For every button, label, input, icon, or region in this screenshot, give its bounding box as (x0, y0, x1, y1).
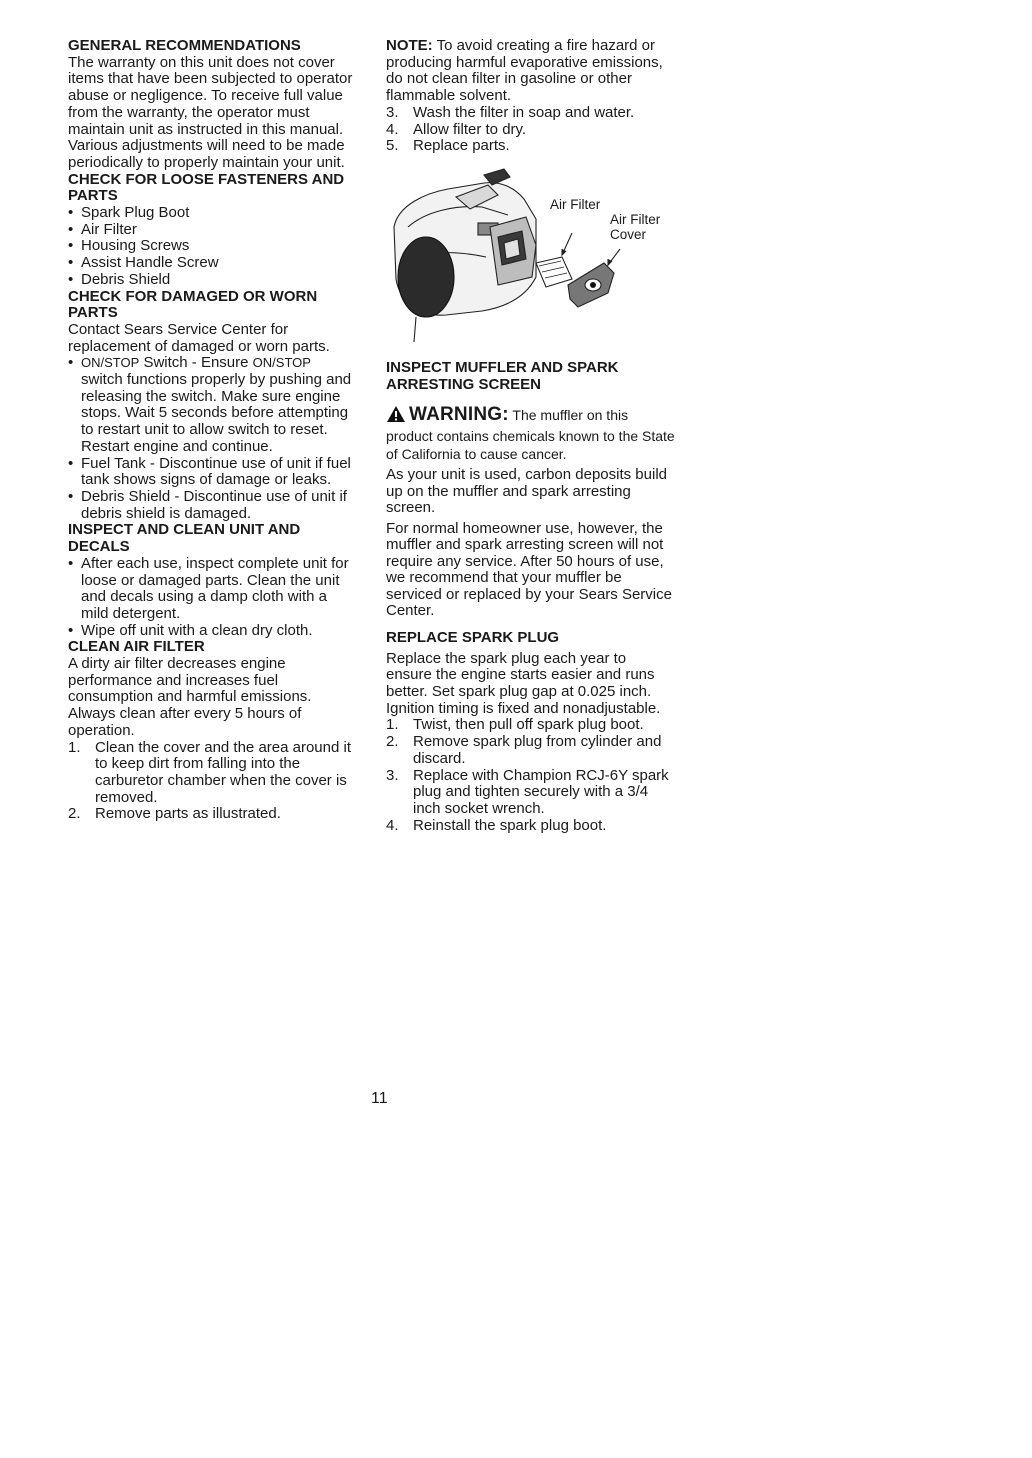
step-item (386, 122, 676, 139)
list-item: • After each use, inspect complete unit for loose or damaged parts. Clean the unit and decals using a damp cloth with a mild detergent. (68, 556, 353, 623)
step-text: Allow filter to dry. (413, 120, 527, 138)
page-number: 11 (371, 1090, 388, 1107)
air-filter-cover-label-line2: Cover (610, 226, 647, 242)
engine-drawing (386, 167, 676, 342)
list-item: • Debris Shield (68, 272, 353, 289)
list-item: • Spark Plug Boot (68, 205, 353, 222)
step-number: 4. (386, 120, 399, 138)
list-item: • Air Filter (68, 222, 353, 239)
general-recommendations-body: The warranty on this unit does not cover items that have been subjected to operator abuse or negligence. To receive full value from the warranty, the operator must maintain unit as instructed in this manual. Various adjustments will need to be made periodically to properly maintain your unit. (68, 53, 353, 171)
step-item (386, 818, 676, 835)
muffler-paragraph-1: As your unit is used, carbon deposits build up on the muffler and spark arresting screen. (386, 466, 667, 517)
note-label: NOTE: (386, 37, 433, 54)
air-filter-cover-label-line1: Air Filter (610, 211, 661, 227)
step-text: Twist, then pull off spark plug boot. (413, 716, 644, 734)
step-item (386, 105, 676, 122)
warning-paragraph (386, 405, 676, 463)
list-item: • Housing Screws (68, 238, 353, 255)
general-recommendations-heading: GENERAL RECOMMENDATIONS (68, 37, 301, 54)
step-number: 1. (386, 716, 399, 734)
spark-plug-steps (386, 717, 676, 834)
inspect-muffler-heading: INSPECT MUFFLER AND SPARK ARRESTING SCREEN (386, 358, 619, 393)
inspect-clean-heading: INSPECT AND CLEAN UNIT AND DECALS (68, 521, 301, 556)
air-filter-steps (68, 740, 353, 824)
step-item (68, 740, 353, 807)
clean-air-filter-heading: CLEAN AIR FILTER (68, 638, 205, 656)
list-item: • Wipe off unit with a clean dry cloth. (68, 623, 353, 640)
switch-rest: switch functions properly by pushing and releasing the switch. Make sure engine stops. Wait 5 seconds before attempting to restart unit to allow switch to reset. Restart engine and continue. (81, 371, 352, 455)
air-filter-illustration (386, 167, 676, 342)
note-text: To avoid creating a fire hazard or producing harmful evaporative emissions, do not clean filter in gasoline or other flammable solvent. (386, 37, 663, 105)
list-item-fuel: • Fuel Tank - Discontinue use of unit if fuel tank shows signs of damage or leaks. (68, 456, 353, 489)
step-text: Reinstall the spark plug boot. (413, 816, 607, 834)
list-item-switch (68, 355, 353, 455)
muffler-paragraph-2: For normal homeowner use, however, the muffler and spark arresting screen will not require any service. After 50 hours of use, we recommend that your muffler be serviced or replaced by your Sears Service Center. (386, 519, 672, 620)
step-number: 4. (386, 816, 399, 834)
replace-spark-plug-heading: REPLACE SPARK PLUG (386, 628, 560, 646)
step-item (386, 717, 676, 734)
step-text: Replace parts. (413, 137, 510, 155)
warning-text: The muffler on this product contains chemicals known to the State of California to cause cancer. (386, 407, 675, 462)
step-number: 1. (68, 738, 81, 756)
list-item-debris: • Debris Shield - Discontinue use of unit if debris shield is damaged. (68, 489, 353, 522)
list-item: • Assist Handle Screw (68, 255, 353, 272)
check-damaged-heading: CHECK FOR DAMAGED OR WORN PARTS (68, 287, 318, 322)
step-number: 2. (68, 805, 81, 823)
filter-steps-continued (386, 105, 676, 155)
switch-label: ON/STOP (252, 355, 311, 371)
step-text: Wash the filter in soap and water. (413, 103, 635, 121)
step-number: 5. (386, 137, 399, 155)
step-item (386, 768, 676, 818)
right-column (386, 38, 676, 834)
step-text: Replace with Champion RCJ-6Y spark plug and tighten securely with a 3/4 inch socket wrench. (413, 766, 669, 817)
replace-spark-plug-body: Replace the spark plug each year to ensure the engine starts easier and runs better. Set spark plug gap at 0.025 inch. Ignition timing is fixed and nonadjustable. (386, 649, 661, 717)
left-column (68, 38, 353, 823)
inspect-clean-list (68, 556, 353, 640)
step-number: 3. (386, 103, 399, 121)
loose-parts-list (68, 205, 353, 289)
step-item (68, 806, 353, 823)
warning-label: WARNING: (409, 404, 509, 426)
clean-air-filter-body: A dirty air filter decreases engine performance and increases fuel consumption and harmful emissions. Always clean after every 5 hours of operation. (68, 655, 312, 739)
step-number: 2. (386, 733, 399, 751)
air-filter-label: Air Filter (550, 196, 601, 212)
note-paragraph (386, 38, 676, 105)
step-text: Remove parts as illustrated. (95, 805, 281, 823)
step-item (386, 734, 676, 767)
step-text: Clean the cover and the area around it to keep dirt from falling into the carburetor chamber when the cover is removed. (95, 738, 352, 806)
step-number: 3. (386, 766, 399, 784)
warning-triangle-icon (386, 405, 406, 428)
step-text: Remove spark plug from cylinder and discard. (413, 733, 662, 767)
switch-mid: Switch - Ensure (139, 354, 253, 372)
step-item (386, 138, 676, 155)
check-loose-heading: CHECK FOR LOOSE FASTENERS AND PARTS (68, 170, 345, 205)
check-damaged-body: Contact Sears Service Center for replacement of damaged or worn parts. (68, 320, 330, 355)
switch-label: ON/STOP (81, 355, 140, 371)
damaged-parts-list (68, 355, 353, 522)
